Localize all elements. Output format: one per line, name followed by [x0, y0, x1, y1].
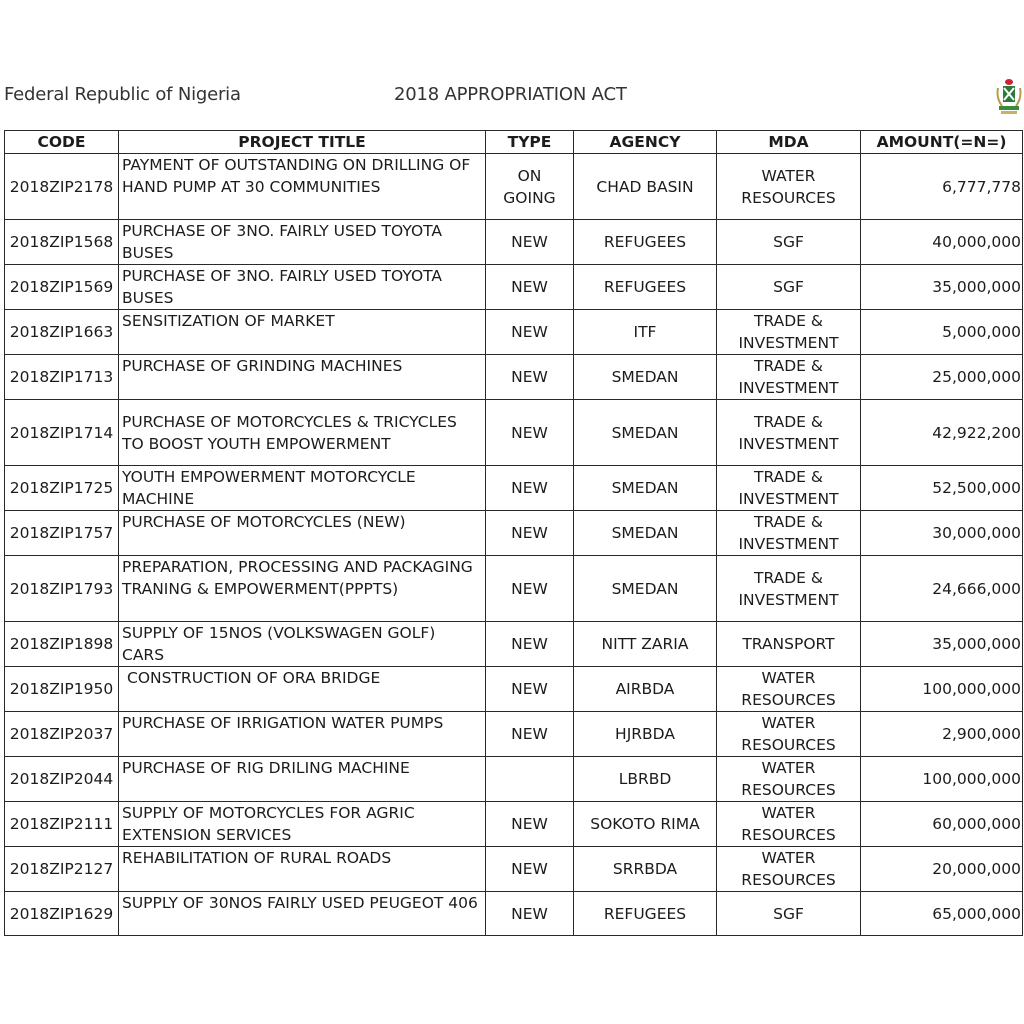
cell-amount: 30,000,000: [861, 511, 1023, 556]
table-row: [5, 802, 1023, 847]
cell-agency: NITT ZARIA: [574, 622, 717, 667]
cell-amount: 24,666,000: [861, 556, 1023, 622]
table-row: [5, 400, 1023, 466]
cell-project-title: CONSTRUCTION OF ORA BRIDGE: [119, 667, 486, 712]
cell-mda: TRADE & INVESTMENT: [717, 310, 861, 355]
cell-project-title: PURCHASE OF GRINDING MACHINES: [119, 355, 486, 400]
table-row: [5, 310, 1023, 355]
cell-code: 2018ZIP1898: [5, 622, 119, 667]
cell-agency: REFUGEES: [574, 892, 717, 936]
cell-project-title: SUPPLY OF 15NOS (VOLKSWAGEN GOLF) CARS: [119, 622, 486, 667]
cell-type: NEW: [486, 220, 574, 265]
cell-agency: AIRBDA: [574, 667, 717, 712]
cell-mda: WATER RESOURCES: [717, 847, 861, 892]
cell-mda: SGF: [717, 265, 861, 310]
cell-amount: 40,000,000: [861, 220, 1023, 265]
cell-type: NEW: [486, 712, 574, 757]
cell-agency: ITF: [574, 310, 717, 355]
cell-code: 2018ZIP1714: [5, 400, 119, 466]
cell-amount: 20,000,000: [861, 847, 1023, 892]
cell-mda: SGF: [717, 892, 861, 936]
cell-code: 2018ZIP1793: [5, 556, 119, 622]
cell-agency: SMEDAN: [574, 511, 717, 556]
cell-type: NEW: [486, 556, 574, 622]
cell-amount: 100,000,000: [861, 757, 1023, 802]
column-header-project-title: PROJECT TITLE: [119, 131, 486, 154]
table-row: [5, 556, 1023, 622]
cell-amount: 25,000,000: [861, 355, 1023, 400]
cell-type: NEW: [486, 400, 574, 466]
cell-code: 2018ZIP1713: [5, 355, 119, 400]
cell-project-title: PURCHASE OF RIG DRILING MACHINE: [119, 757, 486, 802]
cell-agency: CHAD BASIN: [574, 154, 717, 220]
cell-code: 2018ZIP2178: [5, 154, 119, 220]
document-title: 2018 APPROPRIATION ACT: [394, 84, 627, 105]
table-row: [5, 154, 1023, 220]
table-row: [5, 220, 1023, 265]
cell-project-title: PAYMENT OF OUTSTANDING ON DRILLING OF HAND PUMP AT 30 COMMUNITIES: [119, 154, 486, 220]
cell-mda: TRADE & INVESTMENT: [717, 511, 861, 556]
cell-code: 2018ZIP2037: [5, 712, 119, 757]
cell-amount: 52,500,000: [861, 466, 1023, 511]
cell-code: 2018ZIP1725: [5, 466, 119, 511]
cell-code: 2018ZIP1568: [5, 220, 119, 265]
table-row: [5, 892, 1023, 936]
table-row: [5, 622, 1023, 667]
cell-project-title: PURCHASE OF MOTORCYCLES (NEW): [119, 511, 486, 556]
cell-amount: 35,000,000: [861, 622, 1023, 667]
coat-of-arms-icon: [995, 76, 1023, 116]
cell-agency: SMEDAN: [574, 355, 717, 400]
cell-amount: 60,000,000: [861, 802, 1023, 847]
cell-code: 2018ZIP1629: [5, 892, 119, 936]
cell-agency: SOKOTO RIMA: [574, 802, 717, 847]
cell-project-title: PURCHASE OF IRRIGATION WATER PUMPS: [119, 712, 486, 757]
cell-amount: 6,777,778: [861, 154, 1023, 220]
table-row: [5, 511, 1023, 556]
column-header-code: CODE: [5, 131, 119, 154]
cell-mda: WATER RESOURCES: [717, 667, 861, 712]
cell-agency: SMEDAN: [574, 400, 717, 466]
cell-amount: 2,900,000: [861, 712, 1023, 757]
table-row: [5, 355, 1023, 400]
cell-mda: WATER RESOURCES: [717, 712, 861, 757]
column-header-agency: AGENCY: [574, 131, 717, 154]
cell-code: 2018ZIP2127: [5, 847, 119, 892]
cell-amount: 65,000,000: [861, 892, 1023, 936]
cell-type: NEW: [486, 310, 574, 355]
cell-code: 2018ZIP1950: [5, 667, 119, 712]
cell-amount: 35,000,000: [861, 265, 1023, 310]
cell-type: NEW: [486, 511, 574, 556]
cell-project-title: PREPARATION, PROCESSING AND PACKAGING TRANING & EMPOWERMENT(PPPTS): [119, 556, 486, 622]
cell-code: 2018ZIP1663: [5, 310, 119, 355]
cell-code: 2018ZIP2111: [5, 802, 119, 847]
cell-type: [486, 757, 574, 802]
cell-code: 2018ZIP2044: [5, 757, 119, 802]
cell-project-title: SUPPLY OF MOTORCYCLES FOR AGRIC EXTENSION SERVICES: [119, 802, 486, 847]
table-row: [5, 466, 1023, 511]
cell-code: 2018ZIP1569: [5, 265, 119, 310]
table-row: [5, 265, 1023, 310]
table-row: [5, 847, 1023, 892]
cell-mda: WATER RESOURCES: [717, 154, 861, 220]
cell-project-title: SENSITIZATION OF MARKET: [119, 310, 486, 355]
cell-type: NEW: [486, 466, 574, 511]
cell-type: NEW: [486, 355, 574, 400]
cell-agency: SMEDAN: [574, 466, 717, 511]
cell-agency: SMEDAN: [574, 556, 717, 622]
column-header-mda: MDA: [717, 131, 861, 154]
table-header-row: [5, 131, 1023, 154]
column-header-type: TYPE: [486, 131, 574, 154]
cell-type: ON GOING: [486, 154, 574, 220]
cell-mda: SGF: [717, 220, 861, 265]
cell-agency: LBRBD: [574, 757, 717, 802]
cell-amount: 5,000,000: [861, 310, 1023, 355]
appropriation-table: [4, 130, 1023, 936]
column-header-amount: AMOUNT(=N=): [861, 131, 1023, 154]
cell-mda: TRADE & INVESTMENT: [717, 400, 861, 466]
cell-type: NEW: [486, 667, 574, 712]
cell-mda: WATER RESOURCES: [717, 802, 861, 847]
table-row: [5, 757, 1023, 802]
cell-project-title: YOUTH EMPOWERMENT MOTORCYCLE MACHINE: [119, 466, 486, 511]
cell-project-title: PURCHASE OF MOTORCYCLES & TRICYCLES TO BOOST YOUTH EMPOWERMENT: [119, 400, 486, 466]
cell-mda: WATER RESOURCES: [717, 757, 861, 802]
cell-code: 2018ZIP1757: [5, 511, 119, 556]
cell-mda: TRADE & INVESTMENT: [717, 355, 861, 400]
cell-mda: TRADE & INVESTMENT: [717, 466, 861, 511]
cell-agency: REFUGEES: [574, 220, 717, 265]
cell-agency: REFUGEES: [574, 265, 717, 310]
cell-amount: 42,922,200: [861, 400, 1023, 466]
cell-type: NEW: [486, 802, 574, 847]
cell-project-title: SUPPLY OF 30NOS FAIRLY USED PEUGEOT 406: [119, 892, 486, 936]
cell-type: NEW: [486, 622, 574, 667]
cell-agency: HJRBDA: [574, 712, 717, 757]
cell-project-title: PURCHASE OF 3NO. FAIRLY USED TOYOTA BUSES: [119, 220, 486, 265]
document-country: Federal Republic of Nigeria: [4, 84, 241, 105]
cell-type: NEW: [486, 892, 574, 936]
cell-project-title: REHABILITATION OF RURAL ROADS: [119, 847, 486, 892]
cell-mda: TRANSPORT: [717, 622, 861, 667]
cell-amount: 100,000,000: [861, 667, 1023, 712]
table-row: [5, 712, 1023, 757]
cell-type: NEW: [486, 265, 574, 310]
table-row: [5, 667, 1023, 712]
cell-project-title: PURCHASE OF 3NO. FAIRLY USED TOYOTA BUSES: [119, 265, 486, 310]
cell-type: NEW: [486, 847, 574, 892]
cell-agency: SRRBDA: [574, 847, 717, 892]
cell-mda: TRADE & INVESTMENT: [717, 556, 861, 622]
